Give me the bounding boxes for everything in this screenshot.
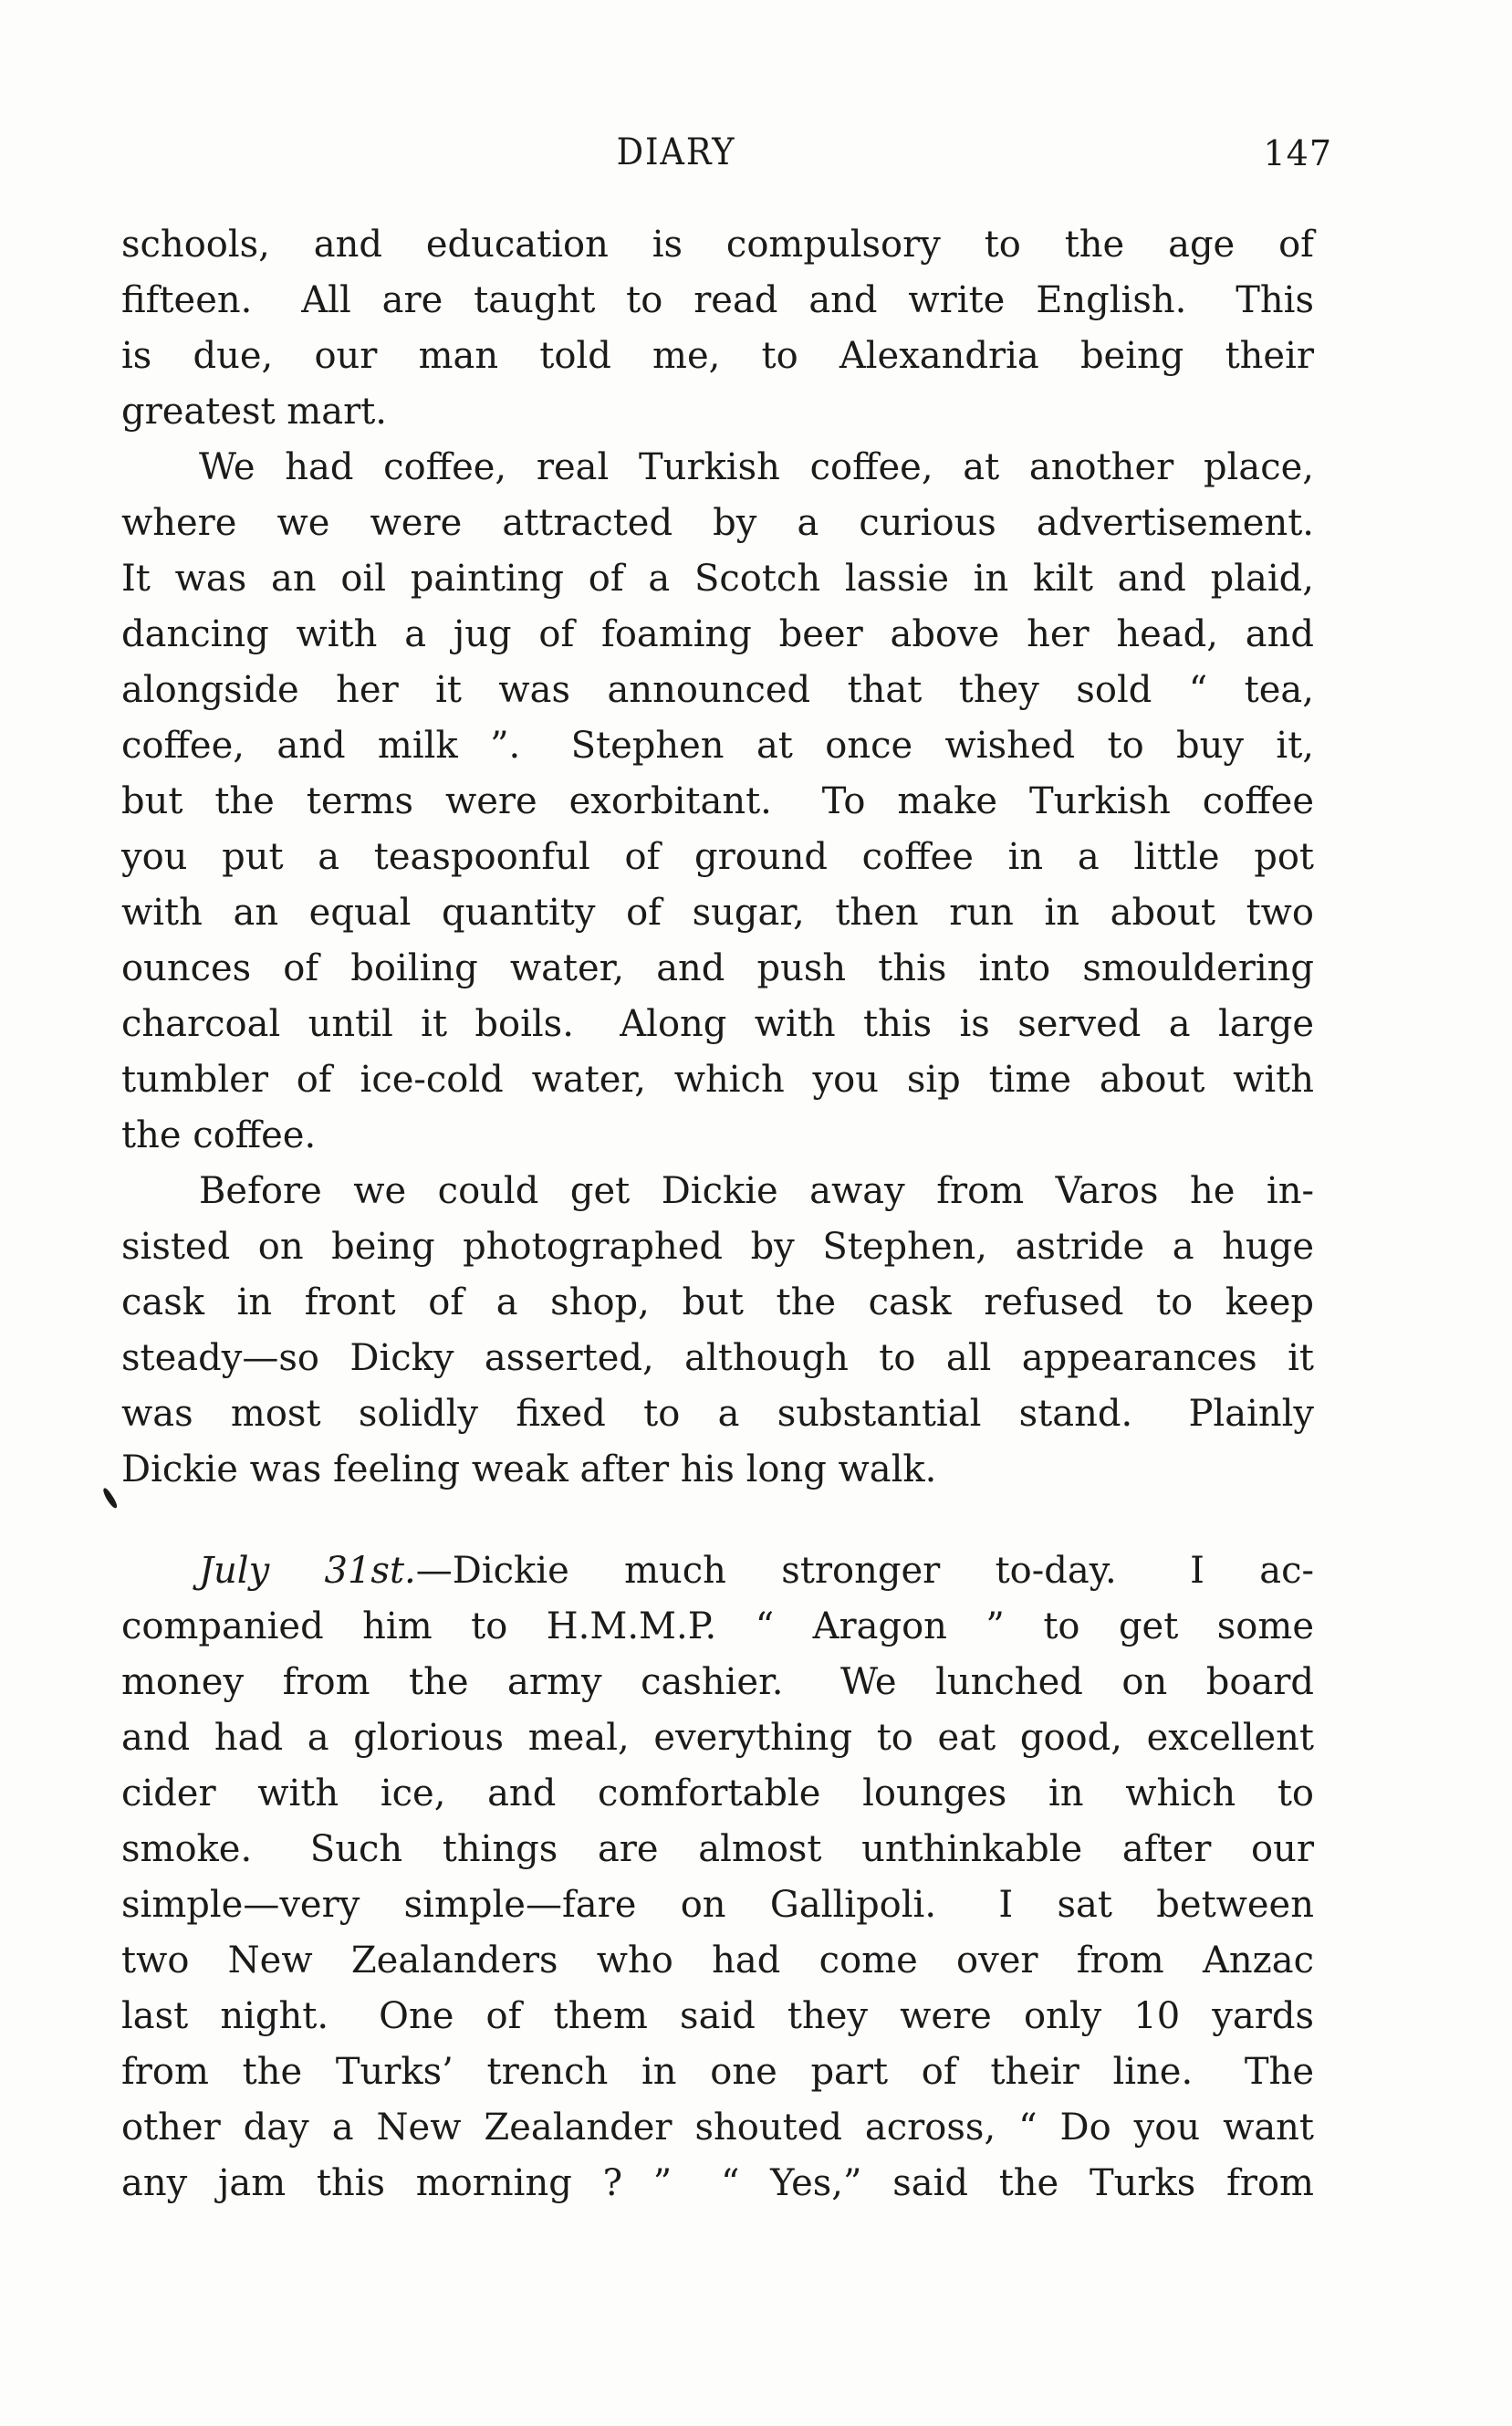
italic-text: July 31st. — [199, 1550, 416, 1592]
text-line: ounces of boiling water, and push this into smouldering — [121, 947, 1314, 989]
text-line: charcoal until it boils. Along with this is served a large — [121, 1003, 1314, 1045]
text-line: Dickie was feeling weak after his long walk. — [121, 1448, 937, 1490]
text-line: companied him to H.M.M.P. “ Aragon ” to get some — [121, 1605, 1314, 1647]
text-line: smoke. Such things are almost unthinkable after our — [121, 1828, 1314, 1870]
text-line: cask in front of a shop, but the cask refused to keep — [121, 1281, 1314, 1323]
page-header — [121, 131, 1332, 177]
text-line: from the Turks’ trench in one part of their line. The — [121, 2051, 1314, 2093]
text-line: other day a New Zealander shouted across, “ Do you want — [121, 2107, 1314, 2149]
plain-text: —Dickie much stronger to-day. I ac- — [415, 1550, 1314, 1592]
text-line: We had coffee, real Turkish coffee, at another place, — [199, 446, 1314, 488]
paragraph-schools — [121, 217, 1314, 440]
text-line: where we were attracted by a curious advertisement. — [121, 502, 1314, 544]
text-line: last night. One of them said they were only 10 yards — [121, 1995, 1314, 2037]
text-line: steady—so Dicky asserted, although to all appearances it — [121, 1337, 1314, 1379]
page-number: 147 — [1263, 133, 1332, 173]
text-line: with an equal quantity of sugar, then run in about two — [121, 892, 1314, 934]
text-line: It was an oil painting of a Scotch lassie in kilt and plaid, — [121, 558, 1314, 600]
text-line: was most solidly fixed to a substantial stand. Plainly — [121, 1393, 1314, 1435]
text-line: money from the army cashier. We lunched on board — [121, 1661, 1314, 1703]
running-title: DIARY — [616, 131, 736, 173]
text-line: alongside her it was announced that they sold “ tea, — [121, 669, 1314, 711]
stray-ink-mark — [101, 1487, 119, 1510]
paragraph-dickie-cask — [121, 1164, 1314, 1498]
text-line: is due, our man told me, to Alexandria being their — [121, 335, 1314, 377]
text-line: fifteen. All are taught to read and write English. This — [121, 279, 1314, 321]
paragraph-july-31st-entry — [121, 1543, 1314, 2212]
text-line: greatest mart. — [121, 391, 387, 433]
paragraph-turkish-coffee — [121, 440, 1314, 1164]
text-line: dancing with a jug of foaming beer above her head, and — [121, 613, 1314, 655]
text-block — [121, 217, 1314, 2212]
text-line: but the terms were exorbitant. To make Turkish coffee — [121, 780, 1314, 822]
text-line: any jam this morning ? ” “ Yes,” said the Turks from — [121, 2162, 1314, 2204]
text-line: sisted on being photographed by Stephen, astride a huge — [121, 1226, 1314, 1268]
text-line: coffee, and milk ”. Stephen at once wished to buy it, — [121, 725, 1314, 767]
text-line: tumbler of ice-cold water, which you sip time about with — [121, 1059, 1314, 1101]
text-line: Before we could get Dickie away from Varos he in- — [199, 1170, 1314, 1212]
text-line: the coffee. — [121, 1114, 317, 1156]
text-line — [121, 1543, 1314, 1599]
text-line: and had a glorious meal, everything to eat good, excellent — [121, 1717, 1314, 1759]
text-line: you put a teaspoonful of ground coffee in a little pot — [121, 836, 1314, 878]
text-line: schools, and education is compulsory to the age of — [121, 224, 1314, 266]
text-line: two New Zealanders who had come over from Anzac — [121, 1940, 1314, 1982]
text-line: cider with ice, and comfortable lounges in which to — [121, 1772, 1314, 1814]
text-line: simple—very simple—fare on Gallipoli. I sat between — [121, 1884, 1314, 1926]
